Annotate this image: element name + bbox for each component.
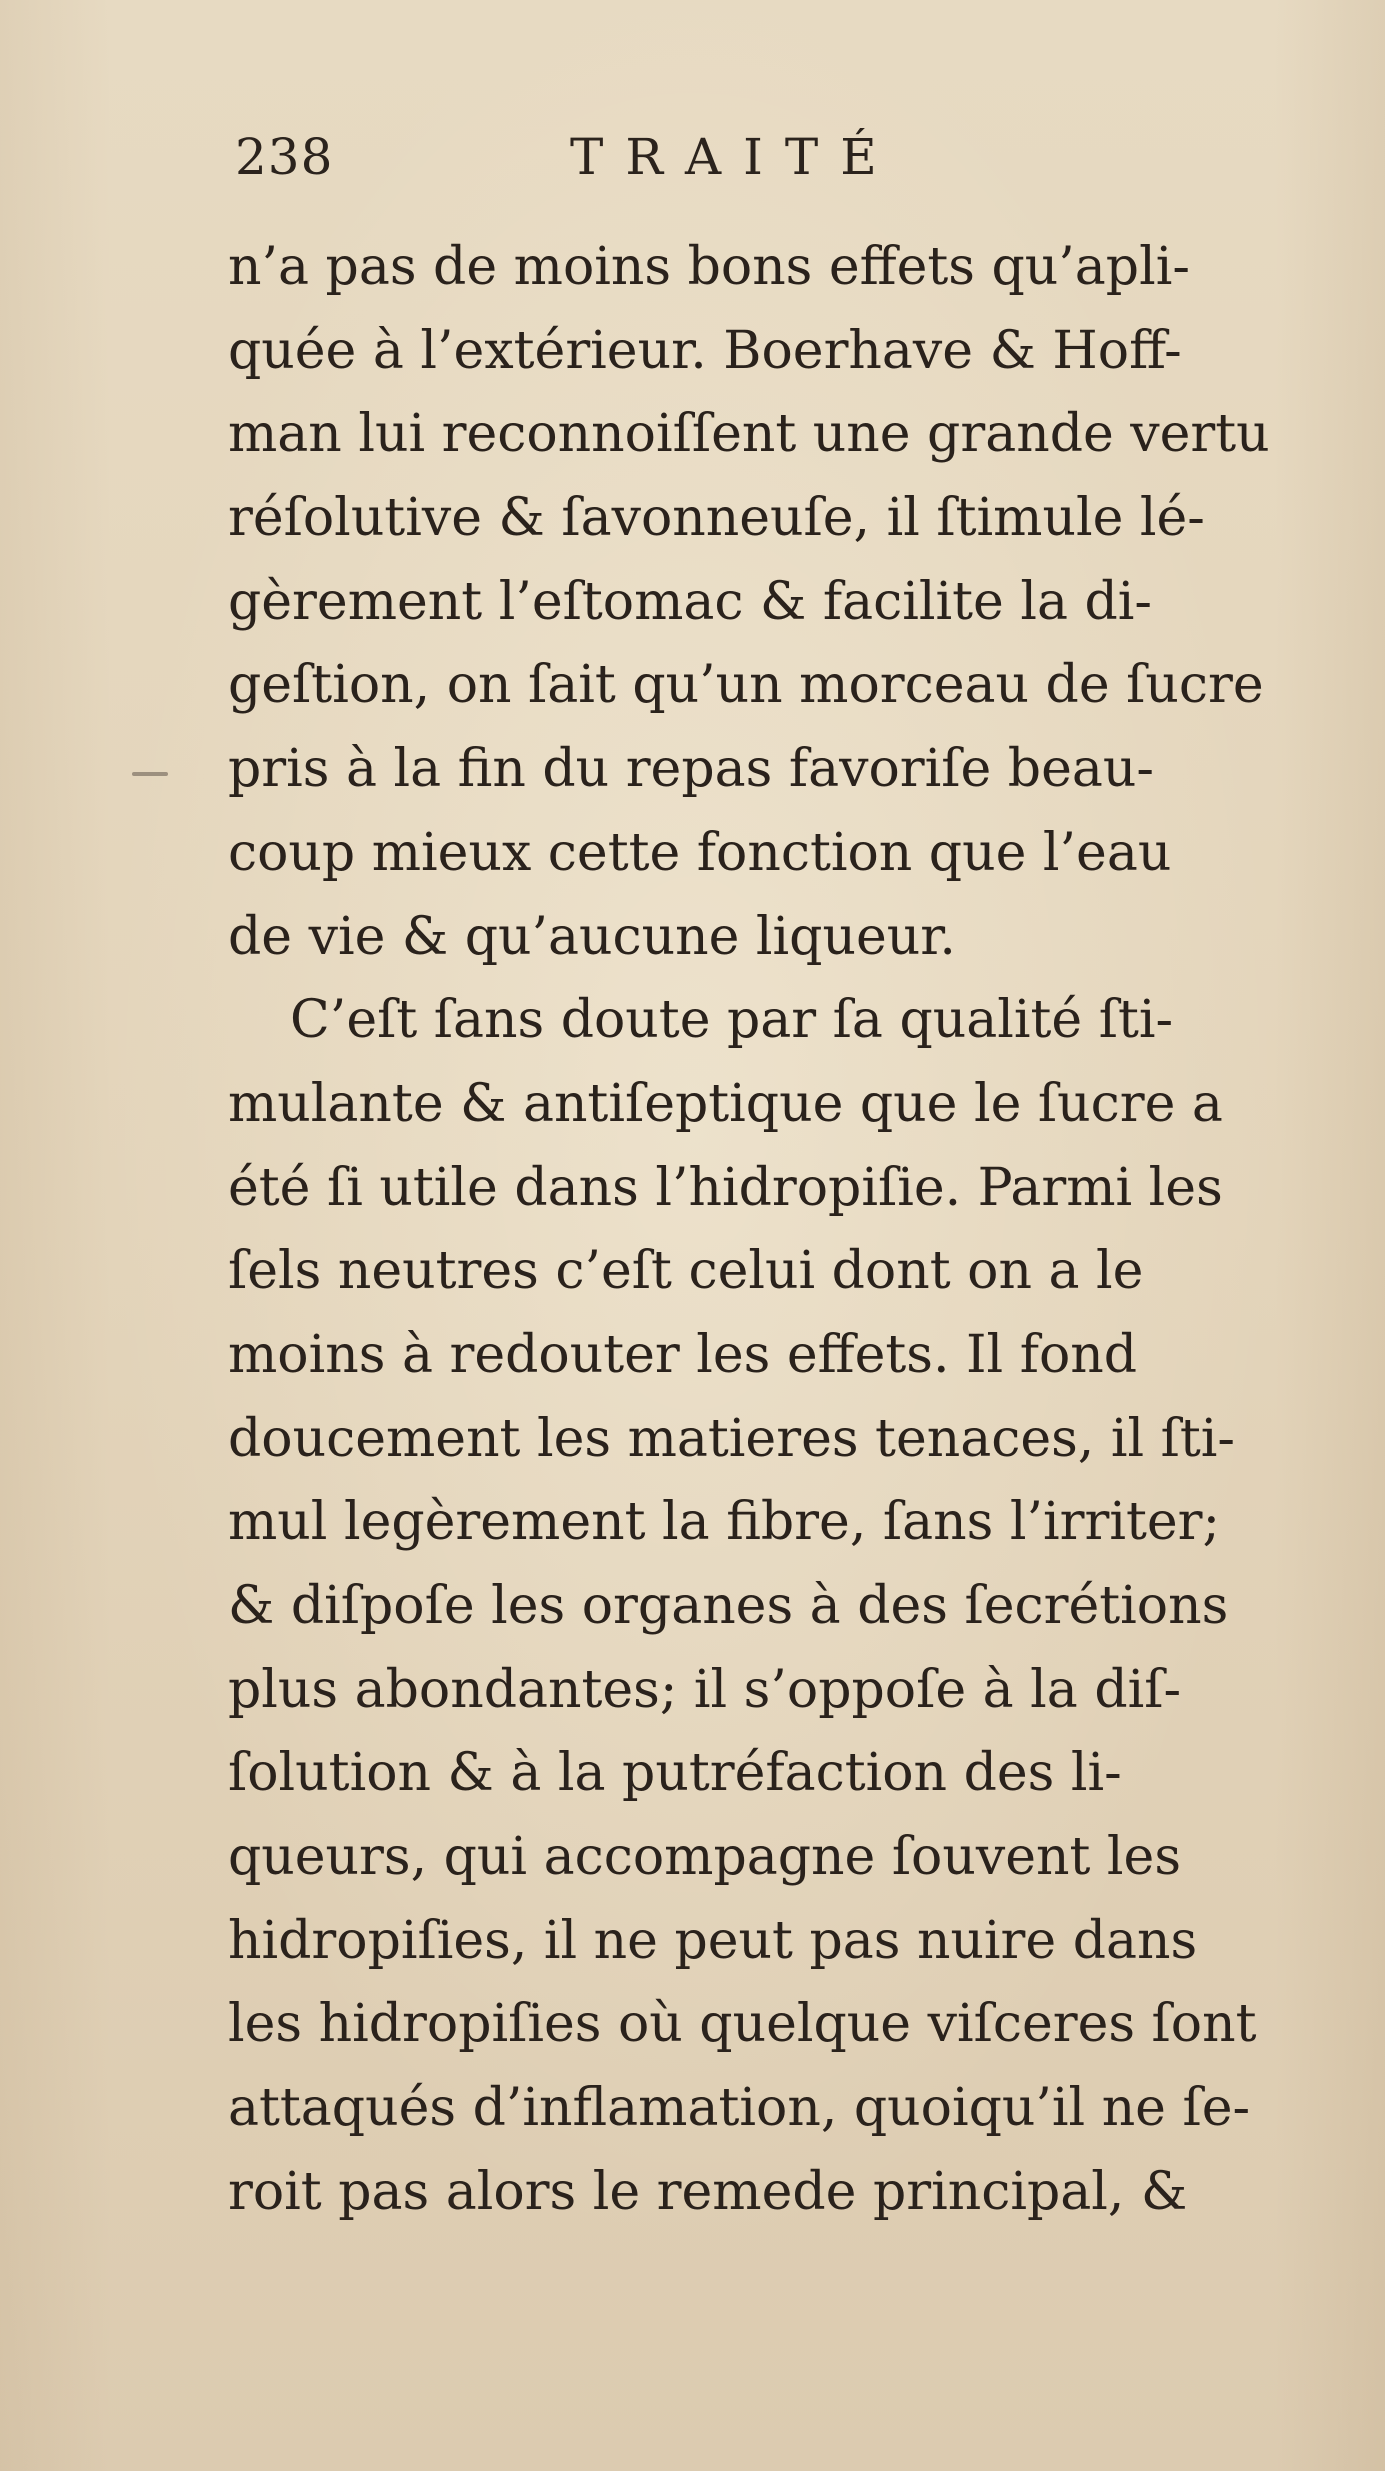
text-line: n’a pas de moins bons effets qu’apli-: [228, 237, 1190, 297]
text-line: mulante & antiſeptique que le ſucre a: [228, 1073, 1223, 1134]
text-line: de vie & qu’aucune liqueur.: [228, 906, 956, 967]
text-line: mul legèrement la fibre, ſans l’irriter;: [228, 1492, 1221, 1553]
running-title: TRAITÉ: [570, 128, 899, 186]
page-header: [235, 128, 995, 208]
text-line: queurs, qui accompagne ſouvent les: [228, 1827, 1182, 1888]
text-line: ſels neutres c’eſt celui dont on a le: [228, 1241, 1144, 1302]
text-line: doucement les matieres tenaces, il ſti-: [228, 1408, 1235, 1469]
text-line: les hidropiſies où quelque viſceres ſont: [228, 1994, 1257, 2055]
text-line: moins à redouter les effets. Il fond: [228, 1324, 1138, 1385]
text-line: coup mieux cette fonction que l’eau: [228, 822, 1172, 883]
text-line: pris à la fin du repas favoriſe beau-: [228, 739, 1154, 800]
text-line: hidropiſies, il ne peut pas nuire dans: [228, 1910, 1198, 1971]
text-line: man lui reconnoiſſent une grande vertu: [228, 404, 1270, 465]
ink-speck: [132, 772, 168, 776]
text-line: geſtion, on ſait qu’un morceau de ſucre: [228, 655, 1264, 716]
text-line: plus abondantes; il s’oppoſe à la diſ-: [228, 1659, 1182, 1720]
text-line: roit pas alors le remede principal, &: [228, 2161, 1188, 2222]
body-text: [228, 226, 1270, 2235]
text-line: gèrement l’eſtomac & facilite la di-: [228, 571, 1152, 632]
text-line: ſolution & à la putréfaction des li-: [228, 1743, 1122, 1804]
paragraph-start-line: C’eſt ſans doute par ſa qualité ſti-: [290, 990, 1174, 1051]
text-line: & diſpoſe les organes à des ſecrétions: [228, 1576, 1229, 1636]
text-line: été ſi utile dans l’hidropiſie. Parmi les: [228, 1157, 1223, 1218]
page-number: 238: [235, 128, 334, 186]
text-line: réſolutive & ſavonneuſe, il ſtimule lé-: [228, 488, 1205, 549]
text-line: attaqués d’inflamation, quoiqu’il ne ſe-: [228, 2078, 1251, 2139]
text-line: quée à l’extérieur. Boerhave & Hoff-: [228, 320, 1182, 381]
